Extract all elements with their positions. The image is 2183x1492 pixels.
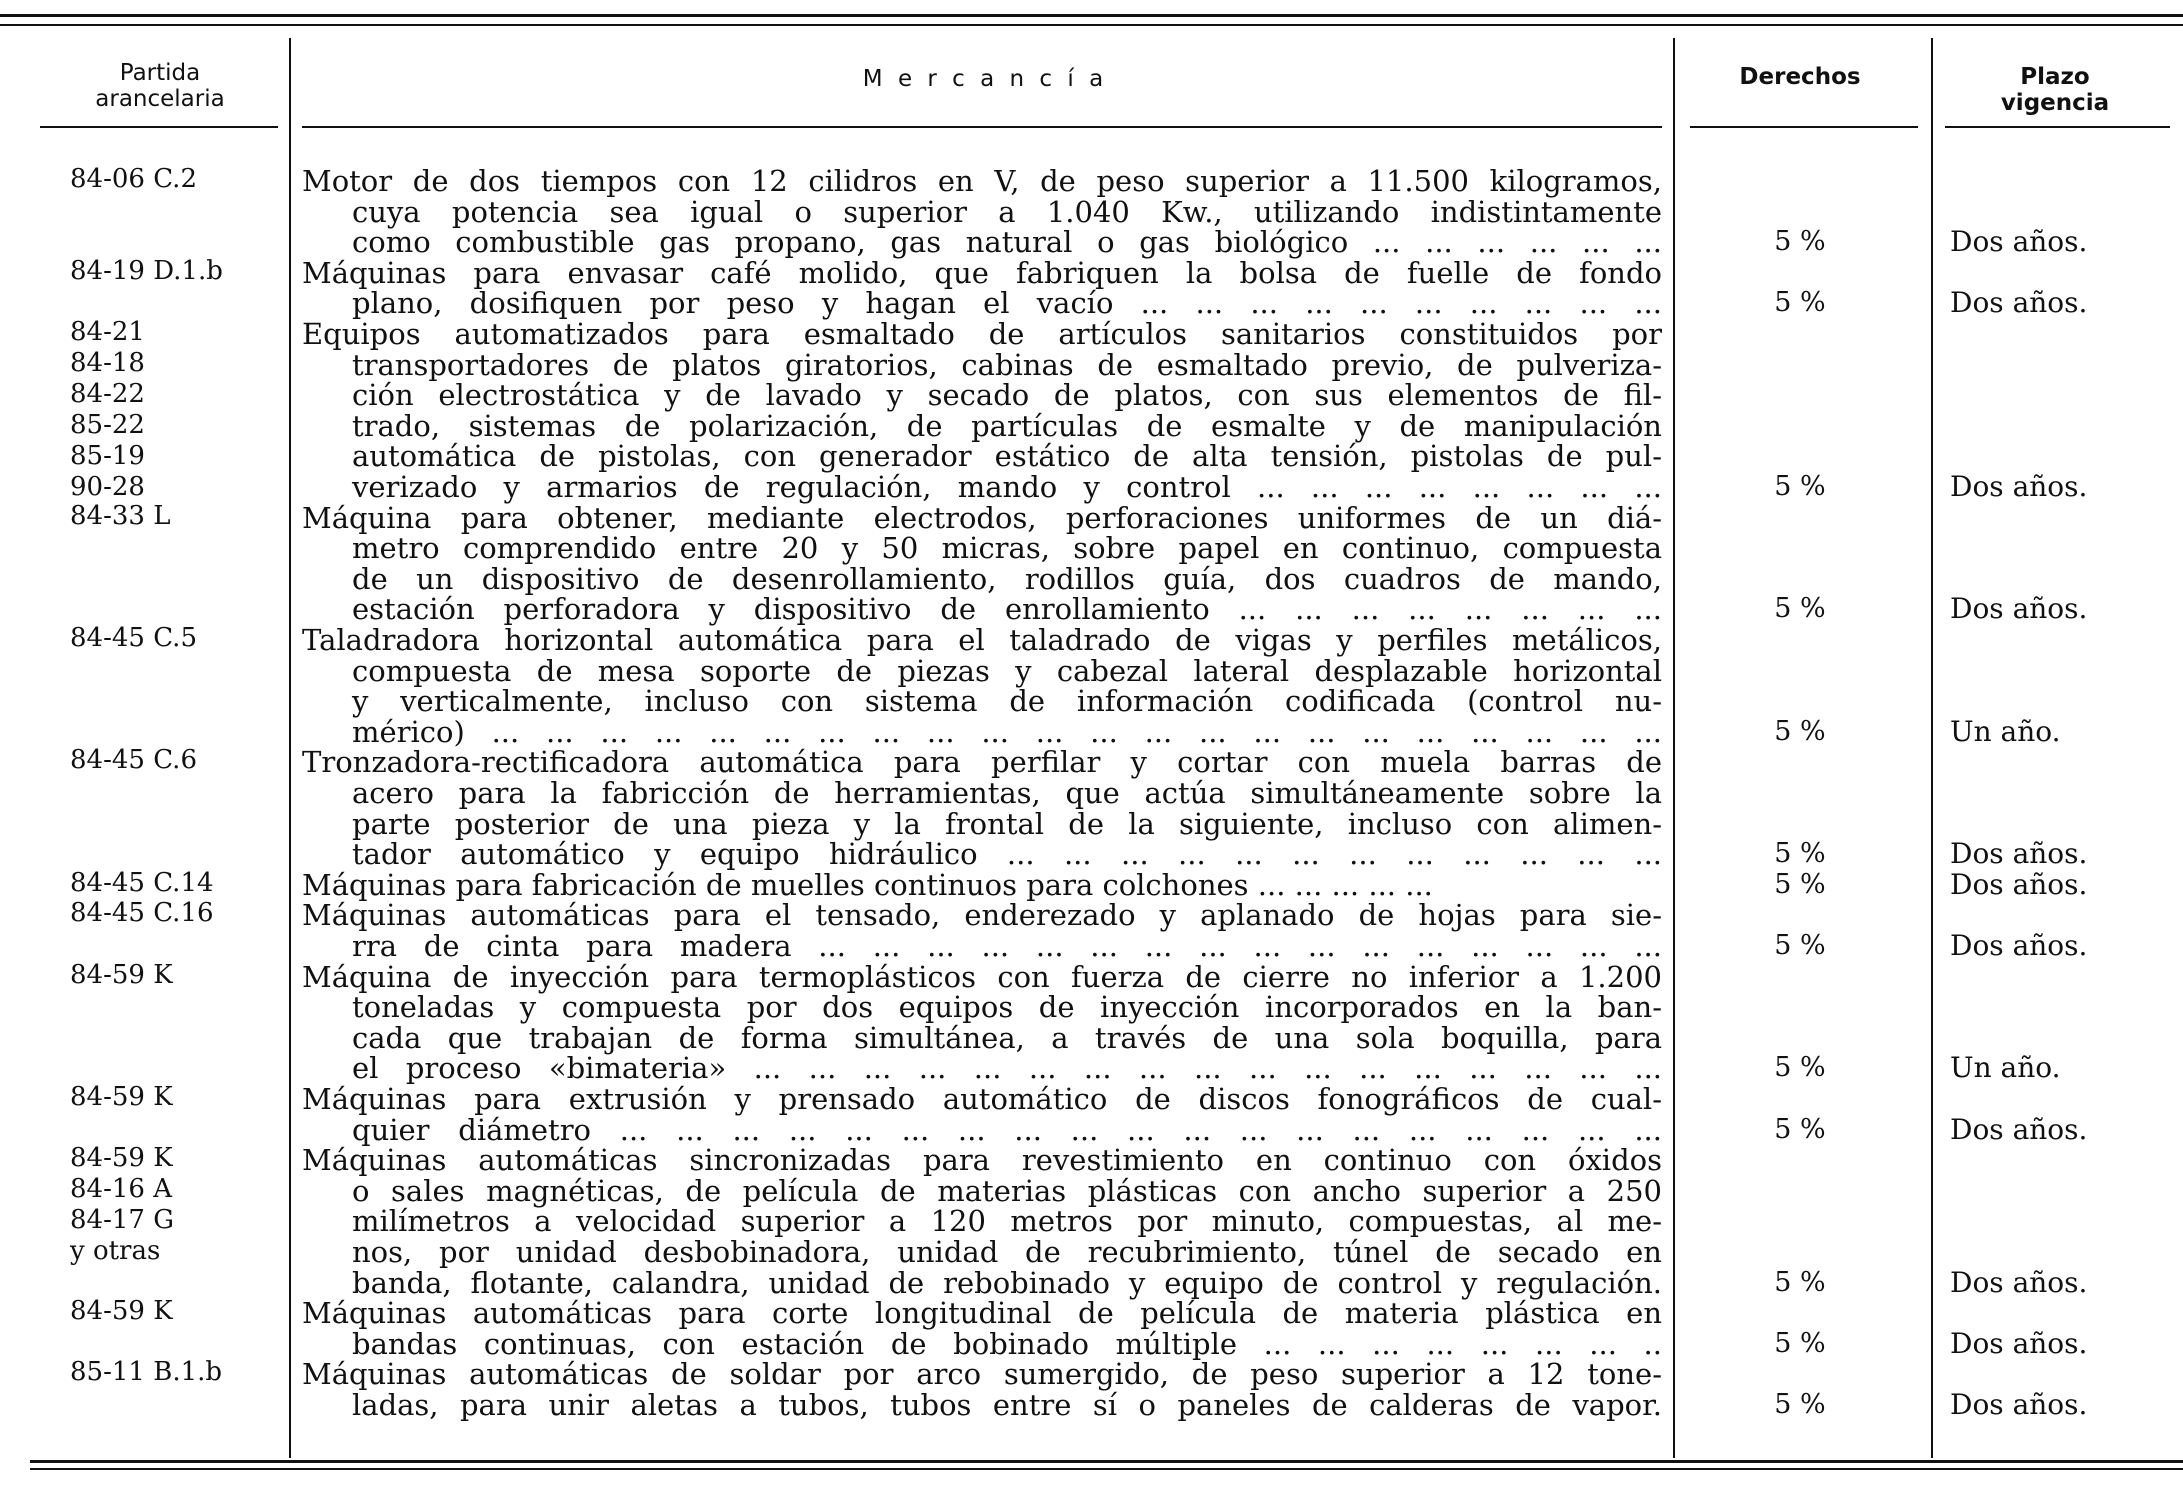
description-line: toneladas y compuesta por dos equipos de inyección incorporados en la ban- xyxy=(352,990,1662,1025)
description-line: cuya potencia sea igual o superior a 1.040 Kw., utilizando indistintamente xyxy=(352,194,1662,229)
description-line: de un dispositivo de desenrollamiento, rodillos guía, dos cuadros de mando, xyxy=(352,561,1662,596)
validity-term: Dos años. xyxy=(1950,1265,2088,1299)
tariff-code: y otras xyxy=(70,1236,161,1267)
row-codes xyxy=(70,623,270,654)
description-line: Máquinas para fabricación de muelles continuos para colchones ... ... ... ... ... xyxy=(302,867,1433,902)
validity-term: Un año. xyxy=(1950,714,2061,748)
row-codes xyxy=(70,1082,270,1113)
description-line: parte posterior de una pieza y la frontal de la siguiente, incluso con alimen- xyxy=(352,806,1662,841)
description-line: bandas continuas, con estación de bobinado múltiple ... ... ... ... ... ... ... .. xyxy=(352,1326,1662,1361)
row-description xyxy=(302,900,1662,961)
col-separator-2 xyxy=(1673,38,1675,1458)
duty-rate: 5 % xyxy=(1774,1113,1826,1145)
row-description xyxy=(302,625,1662,747)
row-codes xyxy=(70,1357,270,1388)
description-line: Máquinas para extrusión y prensado automático de discos fonográficos de cual- xyxy=(302,1082,1662,1116)
row-description xyxy=(302,959,1662,1086)
description-line: ladas, para unir aletas a tubos, tubos entre sí o paneles de calderas de vapor. xyxy=(352,1387,1662,1422)
duty-rate: 5 % xyxy=(1774,838,1826,870)
description-line: estación perforadora y dispositivo de enrollamiento ... ... ... ... ... ... ... ... xyxy=(352,592,1662,627)
tariff-code: 85-22 xyxy=(70,410,145,440)
validity-term: Dos años. xyxy=(1950,1112,2088,1146)
description-line: metro comprendido entre 20 y 50 micras, sobre papel en continuo, compuesta xyxy=(352,531,1662,566)
description-line: Máquinas automáticas de soldar por arco sumergido, de peso superior a 12 tone- xyxy=(302,1357,1662,1392)
row-description xyxy=(302,1084,1662,1145)
col-separator-3 xyxy=(1931,38,1933,1458)
row-description xyxy=(302,1145,1662,1298)
header-plazo: Plazo vigencia xyxy=(2000,64,2110,116)
header-underline-4 xyxy=(1945,126,2170,128)
tariff-code: 84-33 L xyxy=(70,500,171,531)
description-line: rra de cinta para madera ... ... ... ... ... ... ... ... ... ... ... ... ... ... ... ... xyxy=(352,928,1662,963)
duty-rate: 5 % xyxy=(1774,1327,1826,1359)
description-line: acero para la fabricción de herramientas, que actúa simultáneamente sobre la xyxy=(352,775,1662,810)
bottom-rule-inner xyxy=(30,1468,2183,1470)
validity-term: Dos años. xyxy=(1950,837,2088,871)
validity-term: Un año. xyxy=(1950,1051,2061,1085)
duty-rate: 5 % xyxy=(1774,1389,1826,1420)
row-description xyxy=(302,867,1662,902)
validity-term: Dos años. xyxy=(1950,867,2088,901)
description-line: Máquinas automáticas para el tensado, enderezado y aplanado de hojas para sie- xyxy=(302,898,1662,933)
tariff-code: 84-17 G xyxy=(70,1205,174,1236)
row-codes xyxy=(70,868,270,899)
description-line: Máquinas para envasar café molido, que fabriquen la bolsa de fuelle de fondo xyxy=(302,255,1662,290)
description-line: como combustible gas propano, gas natural o gas biológico ... ... ... ... ... ... xyxy=(352,225,1662,260)
tariff-code: 84-45 C.6 xyxy=(70,745,197,776)
validity-term: Dos años. xyxy=(1950,225,2088,259)
duty-rate: 5 % xyxy=(1774,1052,1826,1084)
row-codes xyxy=(70,960,270,991)
tariff-code: 84-19 D.1.b xyxy=(70,255,223,286)
duty-rate: 5 % xyxy=(1774,1266,1826,1298)
validity-term: Dos años. xyxy=(1950,470,2088,503)
top-rule-inner xyxy=(0,24,2183,26)
description-line: compuesta de mesa soporte de piezas y cabezal lateral desplazable horizontal xyxy=(352,653,1662,688)
description-line: nos, por unidad desbobinadora, unidad de recubrimiento, túnel de secado en xyxy=(352,1234,1662,1269)
tariff-code: 84-16 A xyxy=(70,1174,172,1205)
header-underline-2 xyxy=(302,126,1662,128)
top-rule xyxy=(0,14,2183,17)
description-line: transportadores de platos giratorios, cabinas de esmaltado previo, de pulveriza- xyxy=(352,347,1662,382)
tariff-code: 90-28 xyxy=(70,472,145,502)
validity-term: Dos años. xyxy=(1950,592,2088,626)
description-line: trado, sistemas de polarización, de partículas de esmalte y de manipulación xyxy=(352,408,1662,443)
validity-term: Dos años. xyxy=(1950,1388,2088,1421)
row-codes xyxy=(70,745,270,776)
description-line: mérico) ... ... ... ... ... ... ... ... ... ... ... ... ... ... ... ... ... ... ... ... ... ... xyxy=(352,714,1662,749)
tariff-code: 84-45 C.14 xyxy=(70,867,214,898)
description-line: Máquinas automáticas para corte longitudinal de película de materia plástica en xyxy=(302,1296,1662,1331)
row-codes xyxy=(70,317,270,503)
tariff-code: 84-45 C.16 xyxy=(70,898,214,929)
description-line: Máquina de inyección para termoplásticos con fuerza de cierre no inferior a 1.200 xyxy=(302,959,1662,994)
description-line: Tronzadora-rectificadora automática para perfilar y cortar con muela barras de xyxy=(302,745,1662,780)
duty-rate: 5 % xyxy=(1774,715,1826,747)
header-derechos: Derechos xyxy=(1739,64,1861,90)
duty-rate: 5 % xyxy=(1774,593,1826,625)
tariff-code: 84-59 K xyxy=(70,959,173,990)
tariff-code: 84-18 xyxy=(70,348,145,378)
description-line: banda, flotante, calandra, unidad de rebobinado y equipo de control y regulación. xyxy=(352,1265,1662,1300)
tariff-code: 84-21 xyxy=(70,317,145,347)
description-line: Máquina para obtener, mediante electrodos, perforaciones uniformes de un diá- xyxy=(302,500,1662,535)
col-separator-1 xyxy=(289,38,291,1458)
duty-rate: 5 % xyxy=(1774,868,1826,900)
description-line: cada que trabajan de forma simultánea, a través de una sola boquilla, para xyxy=(352,1020,1662,1055)
description-line: verizado y armarios de regulación, mando y control ... ... ... ... ... ... ... ... xyxy=(352,469,1662,504)
bottom-rule xyxy=(30,1460,2183,1463)
validity-term: Dos años. xyxy=(1950,929,2088,962)
description-line: Taladradora horizontal automática para el taladrado de vigas y perfiles metálicos, xyxy=(302,623,1662,657)
row-description xyxy=(302,500,1662,627)
description-line: Máquinas automáticas sincronizadas para revestimiento en continuo con óxidos xyxy=(302,1143,1662,1178)
row-codes xyxy=(70,164,270,195)
row-description xyxy=(302,166,1662,258)
description-line: ción electrostática y de lavado y secado de platos, con sus elementos de fil- xyxy=(352,378,1662,413)
tariff-code: 84-45 C.5 xyxy=(70,623,197,653)
description-line: plano, dosifiquen por peso y hagan el vacío ... ... ... ... ... ... ... ... ... ... xyxy=(352,286,1662,321)
description-line: el proceso «bimateria» ... ... ... ... ... ... ... ... ... ... ... ... ... ... ... ... ... xyxy=(352,1051,1662,1086)
validity-term: Dos años. xyxy=(1950,1326,2088,1360)
row-codes xyxy=(70,501,270,532)
row-description xyxy=(302,1359,1662,1420)
duty-rate: 5 % xyxy=(1774,226,1826,258)
description-line: quier diámetro ... ... ... ... ... ... ... ... ... ... ... ... ... ... ... ... ... ... ... xyxy=(352,1112,1662,1147)
row-codes xyxy=(70,256,270,287)
row-codes xyxy=(70,898,270,929)
validity-term: Dos años. xyxy=(1950,286,2088,320)
tariff-code: 84-22 xyxy=(70,379,145,409)
row-description xyxy=(302,745,1662,872)
description-line: automática de pistolas, con generador estático de alta tensión, pistolas de pul- xyxy=(352,439,1662,474)
tariff-code: 84-59 K xyxy=(70,1296,173,1327)
tariff-code: 84-59 K xyxy=(70,1143,173,1174)
row-description xyxy=(302,255,1662,321)
description-line: o sales magnéticas, de película de materias plásticas con ancho superior a 250 xyxy=(352,1173,1662,1208)
row-codes xyxy=(70,1296,270,1327)
description-line: tador automático y equipo hidráulico ... ... ... ... ... ... ... ... ... ... ... ... xyxy=(352,837,1662,872)
tariff-code: 85-11 B.1.b xyxy=(70,1357,223,1388)
tariff-code: 85-19 xyxy=(70,441,145,471)
header-underline-1 xyxy=(40,126,278,128)
header-partida: Partida arancelaria xyxy=(95,60,225,112)
tariff-code: 84-59 K xyxy=(70,1082,173,1112)
row-description xyxy=(302,319,1662,503)
duty-rate: 5 % xyxy=(1774,287,1826,319)
description-line: y verticalmente, incluso con sistema de información codificada (control nu- xyxy=(352,684,1662,719)
description-line: Equipos automatizados para esmaltado de artículos sanitarios constituidos por xyxy=(302,317,1662,351)
tariff-code: 84-06 C.2 xyxy=(70,164,197,194)
description-line: milímetros a velocidad superior a 120 metros por minuto, compuestas, al me- xyxy=(352,1204,1662,1239)
duty-rate: 5 % xyxy=(1774,471,1826,502)
row-description xyxy=(302,1298,1662,1359)
header-mercancia: M e r c a n c í a xyxy=(862,66,1108,92)
header-underline-3 xyxy=(1690,126,1918,128)
description-line: Motor de dos tiempos con 12 cilidros en V, de peso superior a 11.500 kilogramos, xyxy=(302,164,1662,198)
row-codes xyxy=(70,1143,270,1267)
duty-rate: 5 % xyxy=(1774,930,1826,961)
